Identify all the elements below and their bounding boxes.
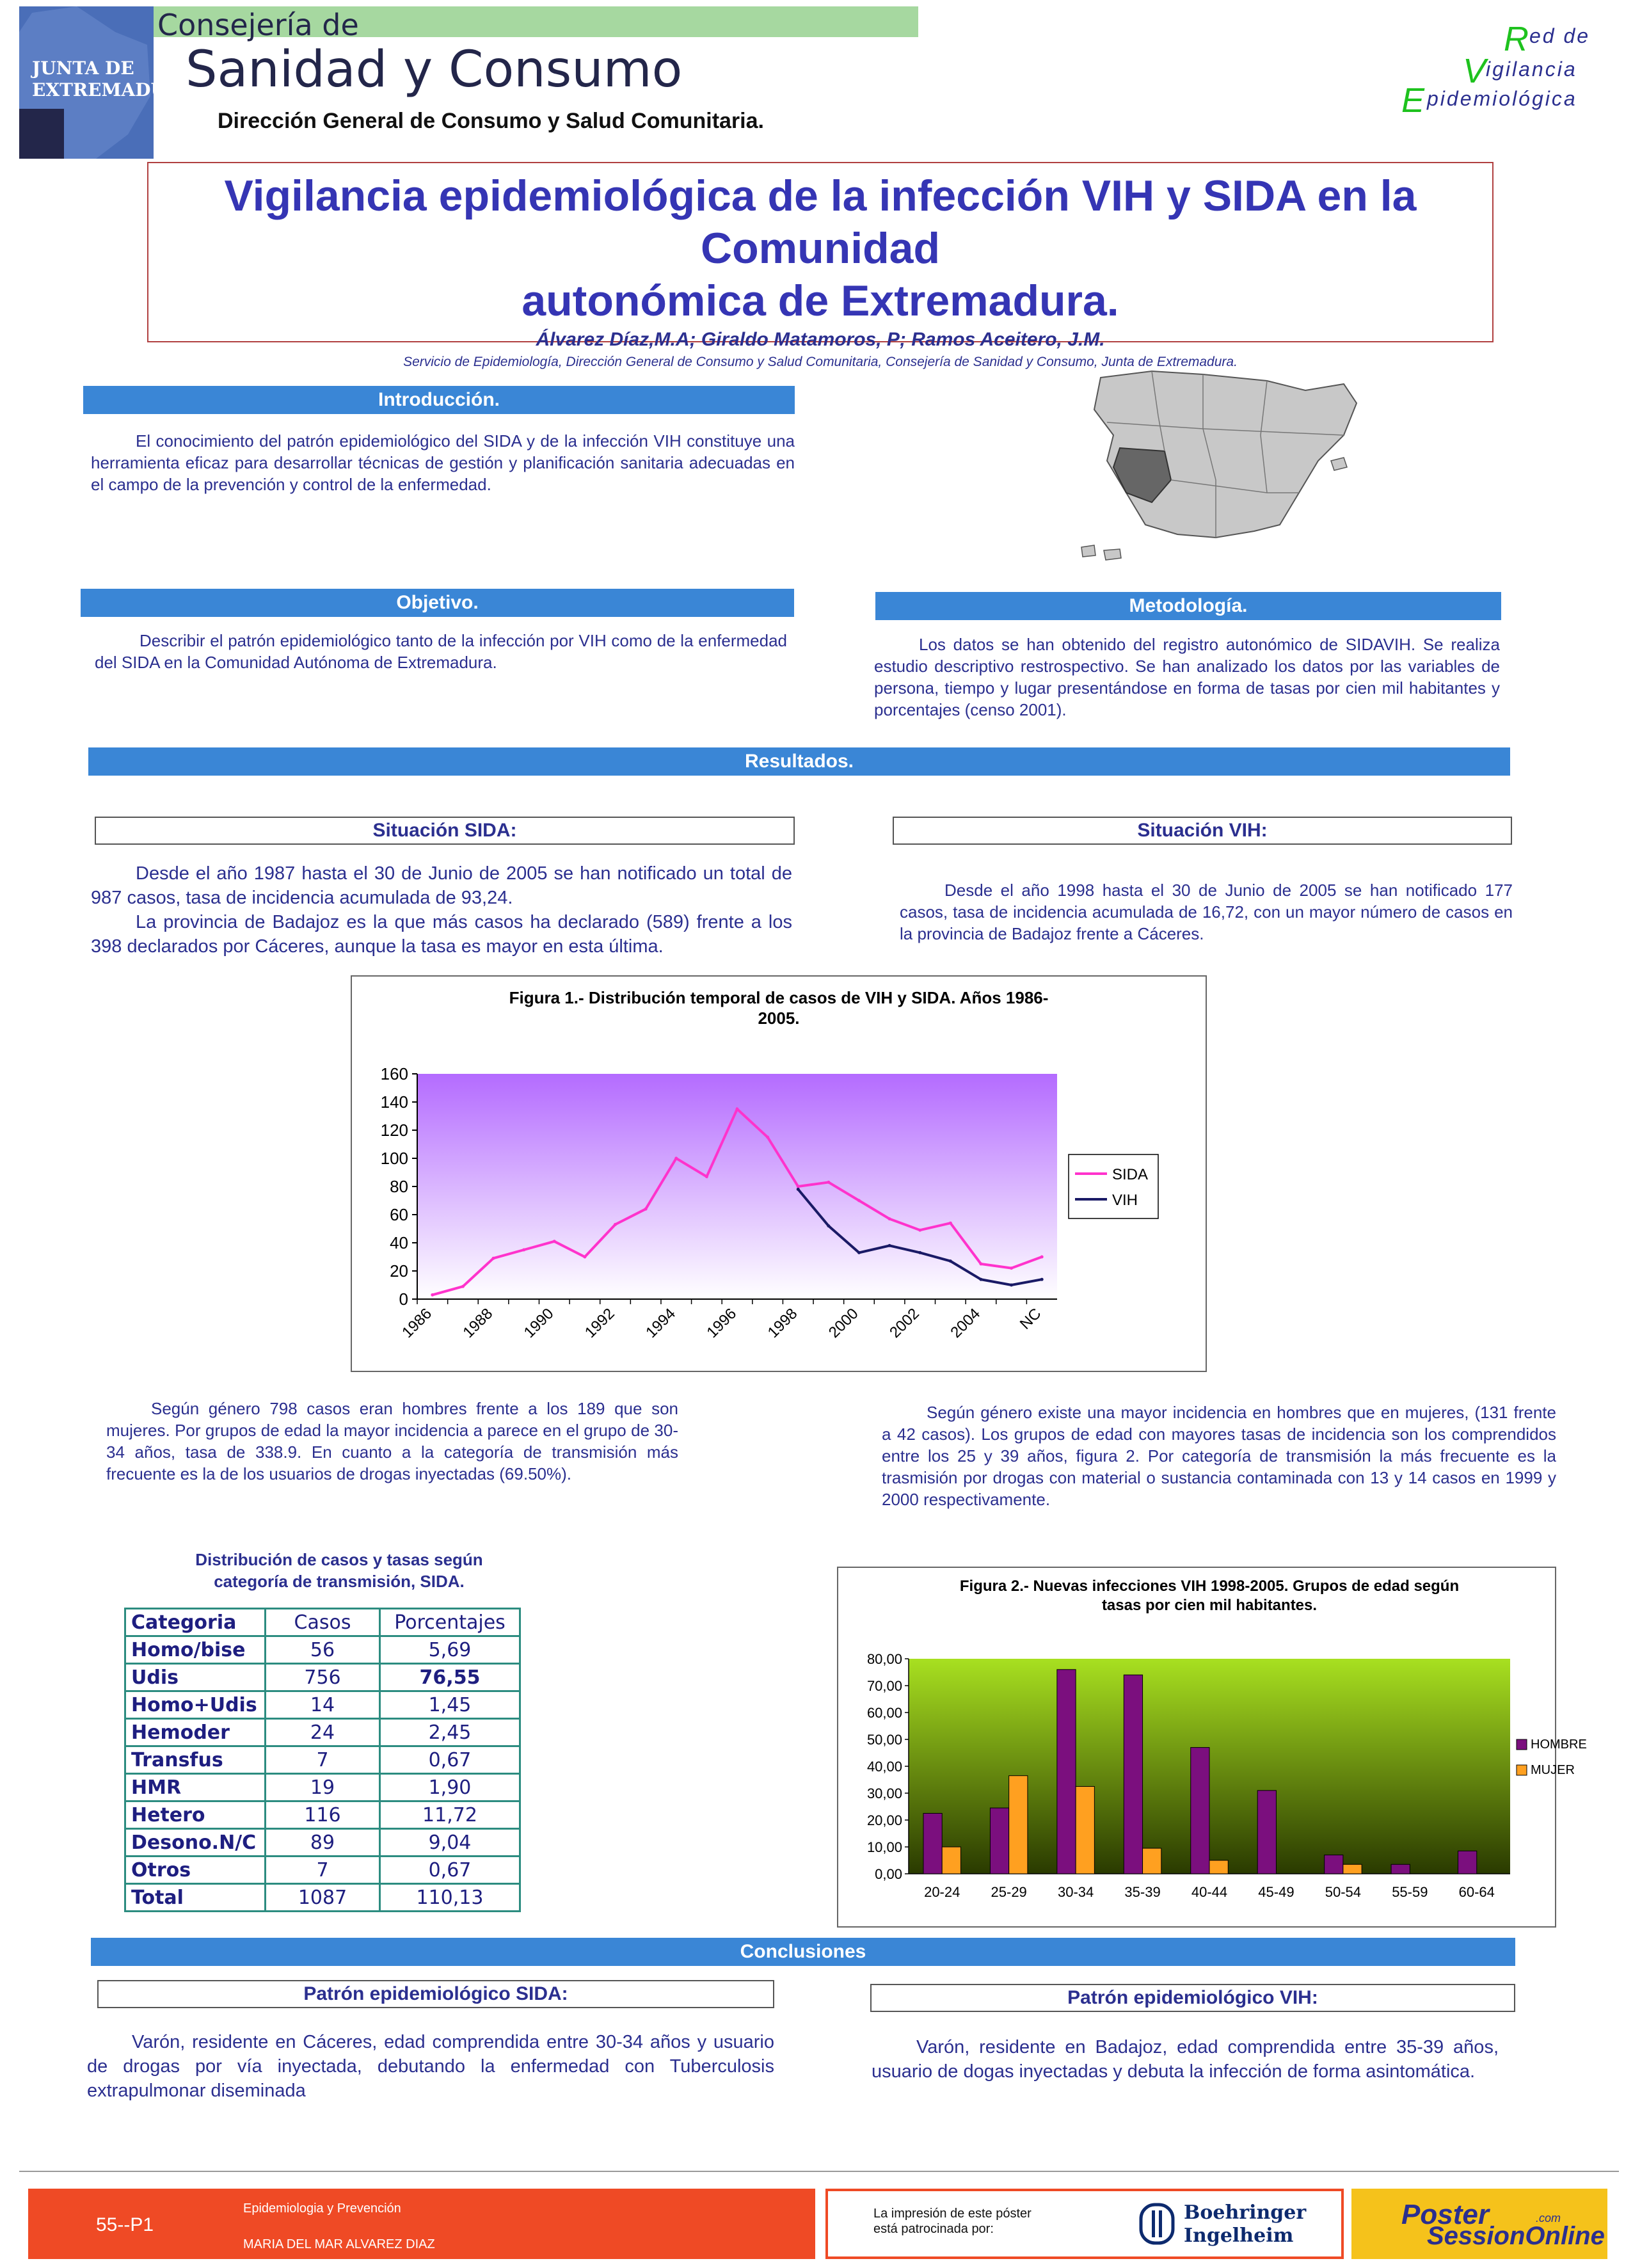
fig1-point-sida: [492, 1257, 495, 1260]
fig1-point-sida: [705, 1175, 708, 1178]
patron-sida-text: [87, 2030, 774, 2103]
fig1-x-tick-label: 2002: [886, 1305, 923, 1341]
fig1-point-sida: [918, 1229, 921, 1232]
patron-vih-header: Patrón epidemiológico VIH:: [870, 1984, 1515, 2012]
table-cell: 24: [266, 1719, 380, 1746]
fig2-y-tick-label: 0,00: [875, 1866, 902, 1882]
fig2-y-tick-label: 30,00: [866, 1785, 902, 1801]
fig2-bar-mujer: [1209, 1860, 1228, 1874]
fig2-bar-mujer: [1076, 1787, 1094, 1874]
figure-2-box: [837, 1567, 1587, 1928]
table-cell: 89: [266, 1829, 380, 1857]
network-logo: [1401, 19, 1619, 122]
fig1-point-sida: [827, 1181, 830, 1184]
table-row: [125, 1829, 520, 1857]
fig1-point-vih: [979, 1278, 982, 1281]
table-row: [125, 1857, 520, 1884]
title-box: [147, 162, 1494, 369]
fig2-bar-hombre: [1057, 1670, 1076, 1874]
sida-paragraph-2: La provincia de Badajoz es la que más casos ha declarado (589) frente a los 398 declarados por Cáceres, aunque la tasa es mayor en esta última.: [91, 912, 792, 957]
sponsor-text-2: está patrocinada por:: [873, 2222, 994, 2236]
fig1-x-tick-label: NC: [1016, 1305, 1045, 1333]
fig1-point-sida: [614, 1223, 617, 1226]
fig2-x-tick-label: 40-44: [1191, 1884, 1228, 1900]
figure-1-box: [351, 975, 1207, 1372]
fig1-legend-label: VIH: [1112, 1192, 1138, 1209]
fig1-point-sida: [644, 1208, 648, 1211]
fig2-bar-mujer: [942, 1847, 960, 1874]
fig2-y-tick-label: 40,00: [866, 1759, 902, 1775]
fig1-y-tick-label: 120: [380, 1121, 408, 1140]
fig1-legend-label: SIDA: [1112, 1166, 1149, 1183]
transmission-table-wrap: [124, 1608, 521, 1912]
brand-name-1: Poster: [1401, 2199, 1489, 2230]
fig1-y-tick-label: 140: [380, 1092, 408, 1112]
vih-paragraph: Desde el año 1998 hasta el 30 de Junio de 2005 se han notificado 177 casos, tasa de incidencia acumulada de 16,72, con un mayor número de casos en la provincia de Badajoz frente a Cáceres.: [900, 881, 1513, 943]
objetivo-paragraph: Describir el patrón epidemiológico tanto de la infección por VIH como de la enfermedad del SIDA en la Comunidad Autónoma de Extremadura.: [95, 631, 787, 672]
footer-author: MARIA DEL MAR ALVAREZ DIAZ: [243, 2237, 435, 2251]
fig2-bar-hombre: [923, 1814, 942, 1874]
fig2-bar-hombre: [1391, 1864, 1410, 1874]
fig1-legend-box: [1069, 1154, 1158, 1218]
fig2-x-tick-label: 60-64: [1458, 1884, 1495, 1900]
objetivo-header: Objetivo.: [81, 589, 794, 617]
fig1-title-line-1: Figura 1.- Distribución temporal de casos de VIH y SIDA. Años 1986-: [509, 988, 1049, 1007]
fig2-bar-mujer: [1009, 1776, 1028, 1874]
intro-text: [91, 430, 795, 495]
fig1-point-vih: [797, 1188, 800, 1191]
patron-vih-text: [872, 2035, 1499, 2084]
fig1-point-vih: [827, 1224, 830, 1227]
fig1-point-sida: [583, 1256, 586, 1259]
table-cell: Hetero: [125, 1801, 266, 1829]
table-cell: 2,45: [380, 1719, 520, 1746]
table-cell: 19: [266, 1774, 380, 1801]
fig2-bar-hombre: [1191, 1748, 1209, 1874]
table-cell: Total: [125, 1884, 266, 1912]
transmission-table: [124, 1608, 521, 1912]
fig1-x-tick-label: 1992: [581, 1305, 618, 1341]
fig1-point-sida: [461, 1285, 465, 1288]
fig1-point-sida: [949, 1222, 952, 1225]
table-header-categoria: Categoria: [125, 1609, 266, 1636]
table-header-casos: Casos: [266, 1609, 380, 1636]
intro-paragraph: El conocimiento del patrón epidemiológico del SIDA y de la infección VIH constituye una herramienta eficaz para desarrollar técnicas de gestión y planificación sanitaria adecuadas en el campo de la prevención y control de la enfermedad.: [91, 431, 795, 494]
affiliation: Servicio de Epidemiología, Dirección General de Consumo y Salud Comunitaria, Consejería de Sanidad y Consumo, Junta de Extremadura.: [403, 355, 1238, 369]
fig1-point-sida: [1040, 1256, 1044, 1259]
fig1-point-vih: [857, 1251, 861, 1254]
table-row: [125, 1801, 520, 1829]
table-cell: HMR: [125, 1774, 266, 1801]
fig2-x-tick-label: 55-59: [1392, 1884, 1428, 1900]
sponsor-name-2: Ingelheim: [1184, 2224, 1294, 2247]
fig1-point-sida: [797, 1185, 800, 1188]
situacion-vih-header: Situación VIH:: [893, 817, 1512, 845]
footer-topic: Epidemiologia y Prevención: [243, 2201, 401, 2216]
figure-2-bar-chart: [838, 1568, 1587, 1926]
fig2-bar-hombre: [1325, 1855, 1343, 1874]
fig2-title-line-1: Figura 2.- Nuevas infecciones VIH 1998-2005. Grupos de edad según: [959, 1577, 1460, 1595]
fig1-point-vih: [1010, 1284, 1013, 1287]
table-cell: 9,04: [380, 1829, 520, 1857]
fig2-legend-swatch: [1517, 1739, 1527, 1750]
fig1-point-sida: [888, 1217, 891, 1220]
header-logo-block: [19, 6, 195, 159]
fig1-point-sida: [766, 1136, 769, 1139]
fig1-x-tick-label: 1998: [764, 1305, 801, 1341]
fig1-point-sida: [522, 1249, 525, 1252]
metodologia-text: [874, 634, 1500, 721]
table-cell: 7: [266, 1857, 380, 1884]
vih-gender-paragraph: Según género existe una mayor incidencia en hombres que en mujeres, (131 frente a 42 casos). Los grupos de edad con mayores tasas de incidencia son los comprendidos entre los 25 y 39 años, figura 2. Por categoría de transmisión la más frecuente es la trasmisión por drogas con material o sustancia contaminada con 13 y 14 casos en 1999 y 2000 respectivamente.: [882, 1403, 1556, 1509]
fig1-point-sida: [979, 1263, 982, 1266]
fig1-y-tick-label: 100: [380, 1149, 408, 1168]
direction-label: Dirección General de Consumo y Salud Comunitaria.: [218, 109, 764, 133]
situacion-sida-header: Situación SIDA:: [95, 817, 795, 845]
title-line-1: Vigilancia epidemiológica de la infección VIH y SIDA en la Comunidad: [224, 172, 1417, 273]
fig2-y-tick-label: 60,00: [866, 1705, 902, 1721]
table-row: [125, 1774, 520, 1801]
table-row: [125, 1719, 520, 1746]
consejeria-label: Consejería de: [157, 8, 359, 42]
table-cell: Otros: [125, 1857, 266, 1884]
network-word-2: igilancia: [1486, 58, 1577, 81]
fig1-y-tick-label: 60: [390, 1205, 408, 1224]
table-cell: 1087: [266, 1884, 380, 1912]
table-row: [125, 1746, 520, 1774]
fig1-point-sida: [553, 1240, 556, 1243]
boehringer-logo-icon: [1138, 2201, 1176, 2246]
table-cell: Desono.N/C: [125, 1829, 266, 1857]
fig2-y-tick-label: 20,00: [866, 1812, 902, 1828]
fig1-x-tick-label: 2000: [825, 1305, 862, 1341]
table-cell: 56: [266, 1636, 380, 1664]
objetivo-text: [95, 630, 787, 673]
fig1-x-tick-label: 1994: [642, 1305, 680, 1341]
network-word-1: ed de: [1529, 24, 1591, 47]
footer-divider: [19, 2171, 1619, 2172]
fig1-x-tick-label: 1986: [399, 1305, 436, 1341]
fig2-y-tick-label: 70,00: [866, 1678, 902, 1694]
sponsor-name-1: Boehringer: [1184, 2201, 1307, 2224]
fig1-point-sida: [857, 1199, 861, 1202]
table-cell: 14: [266, 1691, 380, 1719]
fig2-title-line-2: tasas por cien mil habitantes.: [1101, 1597, 1318, 1614]
table-caption-line-1: Distribución de casos y tasas según: [195, 1550, 483, 1569]
fig1-y-tick-label: 160: [380, 1064, 408, 1083]
fig1-x-tick-label: 1990: [520, 1305, 557, 1341]
fig1-title-line-2: 2005.: [758, 1009, 800, 1028]
table-cell: 76,55: [380, 1664, 520, 1691]
table-cell: Hemoder: [125, 1719, 266, 1746]
sida-gender-paragraph: Según género 798 casos eran hombres frente a los 189 que son mujeres. Por grupos de edad la mayor incidencia a parece en el grupo de 30-34 años, tasa de 338.9. En cuanto a la categoría de transmisión más frecuente es la de los usuarios de drogas inyectadas (69.50%).: [106, 1399, 678, 1483]
authors: Álvarez Díaz,M.A; Giraldo Matamoros, P; Ramos Aceitero, J.M.: [536, 329, 1105, 350]
fig2-x-tick-label: 50-54: [1325, 1884, 1362, 1900]
table-cell: 11,72: [380, 1801, 520, 1829]
conclusiones-header: Conclusiones: [91, 1938, 1515, 1966]
fig2-x-tick-label: 20-24: [924, 1884, 960, 1900]
table-cell: 116: [266, 1801, 380, 1829]
network-word-3: pidemiológica: [1427, 87, 1577, 110]
spain-map-image: [1075, 365, 1369, 570]
fig2-y-tick-label: 80,00: [866, 1651, 902, 1667]
table-cell: Homo+Udis: [125, 1691, 266, 1719]
table-cell: 1,90: [380, 1774, 520, 1801]
footer-code: 55--P1: [96, 2214, 154, 2235]
table-total-row: [125, 1884, 520, 1912]
table-cell: 110,13: [380, 1884, 520, 1912]
table-cell: Udis: [125, 1664, 266, 1691]
sponsor-text-1: La impresión de este póster: [873, 2207, 1032, 2221]
table-cell: 0,67: [380, 1857, 520, 1884]
fig1-y-tick-label: 40: [390, 1233, 408, 1252]
sida-paragraph-1: Desde el año 1987 hasta el 30 de Junio de 2005 se han notificado un total de 987 casos, tasa de incidencia acumulada de 93,24.: [91, 863, 792, 908]
fig1-y-tick-label: 80: [390, 1177, 408, 1196]
fig1-point-sida: [1010, 1266, 1013, 1270]
figure-1-line-chart: [352, 977, 1206, 1371]
vih-gender-text: [882, 1402, 1556, 1510]
table-caption: [160, 1549, 518, 1592]
vih-text: [900, 879, 1513, 945]
table-cell: 5,69: [380, 1636, 520, 1664]
metodologia-paragraph: Los datos se han obtenido del registro autonómico de SIDAVIH. Se realiza estudio descriptivo restrospectivo. Se han analizado los datos por las variables de persona, tiempo y lugar presentándose en forma de tasas por cien mil habitantes y porcentajes (censo 2001).: [874, 635, 1500, 719]
table-cell: 756: [266, 1664, 380, 1691]
fig1-x-tick-label: 1996: [703, 1305, 740, 1341]
fig1-point-vih: [1040, 1278, 1044, 1281]
fig1-point-sida: [736, 1108, 739, 1111]
table-header-porcentajes: Porcentajes: [380, 1609, 520, 1636]
table-cell: 0,67: [380, 1746, 520, 1774]
table-cell: 7: [266, 1746, 380, 1774]
table-row: [125, 1664, 520, 1691]
fig2-bar-hombre: [1124, 1675, 1142, 1874]
network-letter-e: E: [1401, 81, 1425, 120]
fig2-bar-hombre: [1458, 1851, 1477, 1874]
fig2-y-tick-label: 10,00: [866, 1839, 902, 1855]
resultados-header: Resultados.: [88, 747, 1510, 776]
sida-gender-text: [106, 1398, 678, 1485]
fig2-x-tick-label: 25-29: [991, 1884, 1027, 1900]
patron-sida-paragraph: Varón, residente en Cáceres, edad comprendida entre 30-34 años y usuario de drogas por vía inyectada, debutando la enfermedad con Tuberculosis extrapulmonar diseminada: [87, 2032, 774, 2101]
fig1-x-tick-label: 2004: [947, 1305, 984, 1341]
table-caption-line-2: categoría de transmisión, SIDA.: [214, 1572, 465, 1591]
fig2-legend-swatch: [1517, 1765, 1527, 1775]
patron-vih-paragraph: Varón, residente en Badajoz, edad comprendida entre 35-39 años, usuario de dogas inyectadas y debuta la infección de forma asintomática.: [872, 2037, 1499, 2082]
table-header-row: [125, 1609, 520, 1636]
fig1-y-tick-label: 20: [390, 1261, 408, 1281]
fig2-x-tick-label: 30-34: [1057, 1884, 1094, 1900]
table-cell: Transfus: [125, 1746, 266, 1774]
fig2-bar-mujer: [1143, 1848, 1161, 1874]
table-cell: 1,45: [380, 1691, 520, 1719]
brand-suffix: .com: [1536, 2212, 1561, 2224]
fig1-y-tick-label: 0: [399, 1290, 408, 1309]
fig2-bar-mujer: [1343, 1864, 1362, 1874]
fig1-point-vih: [949, 1259, 952, 1263]
title-line-2: autonómica de Extremadura.: [522, 276, 1119, 325]
department-label: Sanidad y Consumo: [186, 41, 683, 99]
fig2-x-tick-label: 45-49: [1258, 1884, 1294, 1900]
fig2-legend-label: HOMBRE: [1531, 1737, 1587, 1752]
fig2-x-tick-label: 35-39: [1124, 1884, 1161, 1900]
network-letter-r: R: [1504, 20, 1529, 58]
network-letter-v: V: [1463, 52, 1486, 90]
sida-text: [91, 861, 792, 959]
metodologia-header: Metodología.: [875, 592, 1501, 620]
table-row: [125, 1691, 520, 1719]
fig1-x-tick-label: 1988: [459, 1305, 497, 1341]
intro-header: Introducción.: [83, 386, 795, 414]
fig2-bar-hombre: [990, 1808, 1008, 1874]
fig1-point-sida: [431, 1293, 434, 1297]
fig2-bar-hombre: [1257, 1791, 1276, 1874]
fig1-point-vih: [918, 1251, 921, 1254]
table-cell: Homo/bise: [125, 1636, 266, 1664]
fig1-point-sida: [674, 1157, 678, 1160]
table-row: [125, 1636, 520, 1664]
brand-name-2: SessionOnline: [1427, 2222, 1605, 2250]
fig2-y-tick-label: 50,00: [866, 1732, 902, 1748]
fig2-legend-label: MUJER: [1531, 1763, 1575, 1777]
fig1-point-vih: [888, 1244, 891, 1247]
logo-text: JUNTA DE EXTREMADURA: [32, 58, 195, 100]
patron-sida-header: Patrón epidemiológico SIDA:: [97, 1980, 774, 2008]
